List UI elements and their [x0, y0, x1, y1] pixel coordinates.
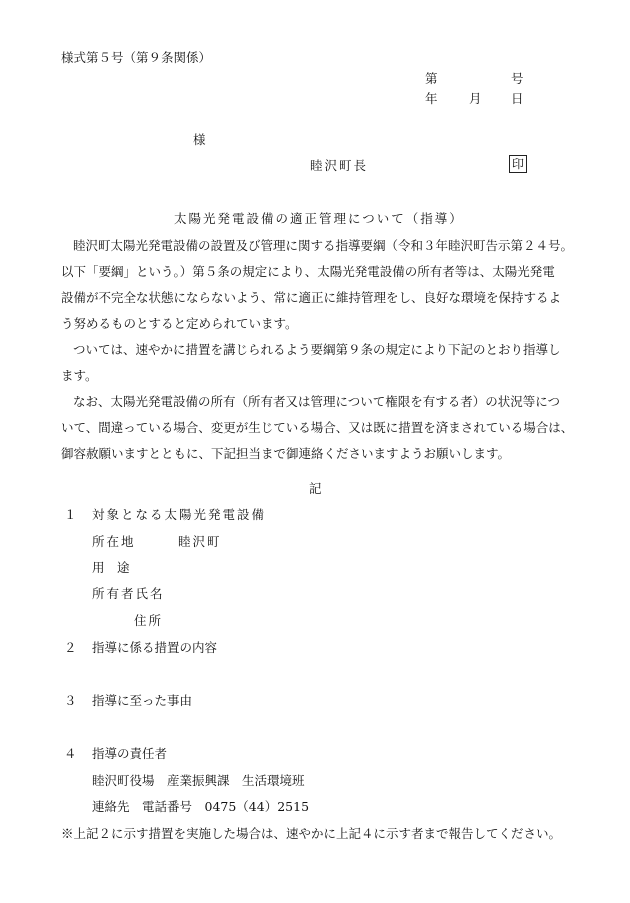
location-label: 所在地	[92, 534, 136, 549]
item2-heading: 指導に係る措置の内容	[92, 640, 218, 655]
date-day: 日	[511, 91, 524, 106]
item2-number: ２	[64, 640, 77, 655]
ki-heading: 記	[309, 481, 322, 496]
p3-line3: 御容赦願いますとともに、下記担当まで御連絡くださいますようお願いします。	[61, 446, 511, 461]
seal-mark: 印	[509, 155, 527, 173]
p1-line2: 以下「要綱」という。）第５条の規定により、太陽光発電設備の所有者等は、太陽光発電	[61, 264, 555, 279]
contact-phone: 連絡先 電話番号 0475（44）2515	[92, 799, 310, 814]
doc-no-label-dai: 第	[425, 71, 438, 86]
report-note: ※上記２に示す措置を実施した場合は、速やかに上記４に示す者まで報告してください。	[61, 826, 562, 841]
item3-number: ３	[64, 693, 77, 708]
date-month: 月	[469, 91, 482, 106]
p3-line2: いて、間違っている場合、変更が生じている場合、又は既に措置を済まされている場合は、	[61, 420, 574, 435]
date-year: 年	[425, 91, 438, 106]
document-title: 太陽光発電設備の適正管理について（指導）	[174, 211, 464, 226]
sender-name: 睦沢町長	[310, 158, 369, 173]
p1-line1: 睦沢町太陽光発電設備の設置及び管理に関する指導要綱（令和３年睦沢町告示第２４号。	[73, 238, 574, 253]
item3-heading: 指導に至った事由	[92, 693, 193, 708]
item4-number: ４	[64, 746, 77, 761]
responsible-office: 睦沢町役場 産業振興課 生活環境班	[92, 773, 305, 788]
item4-heading: 指導の責任者	[92, 746, 168, 761]
item1-heading: 対象となる太陽光発電設備	[92, 507, 267, 522]
address-label: 住所	[134, 613, 164, 628]
use-label: 用 途	[92, 560, 130, 575]
body-text	[61, 233, 581, 467]
form-number: 様式第５号（第９条関係）	[61, 50, 212, 65]
p1-line4: う努めるものとすると定められています。	[61, 316, 298, 331]
location-value: 睦沢町	[178, 534, 222, 549]
doc-no-label-go: 号	[511, 71, 524, 86]
p1-line3: 設備が不完全な状態にならないよう、常に適正に維持管理をし、良好な環境を保持するよ	[61, 290, 562, 305]
owner-label: 所有者氏名	[92, 586, 165, 601]
p3-line1: なお、太陽光発電設備の所有（所有者又は管理について権限を有する者）の状況等につ	[73, 394, 561, 409]
p2-line2: ます。	[61, 368, 98, 383]
addressee-suffix: 様	[193, 132, 206, 147]
item1-number: １	[64, 507, 77, 522]
p2-line1: ついては、速やかに措置を講じられるよう要綱第９条の規定により下記のとおり指導し	[73, 342, 561, 357]
